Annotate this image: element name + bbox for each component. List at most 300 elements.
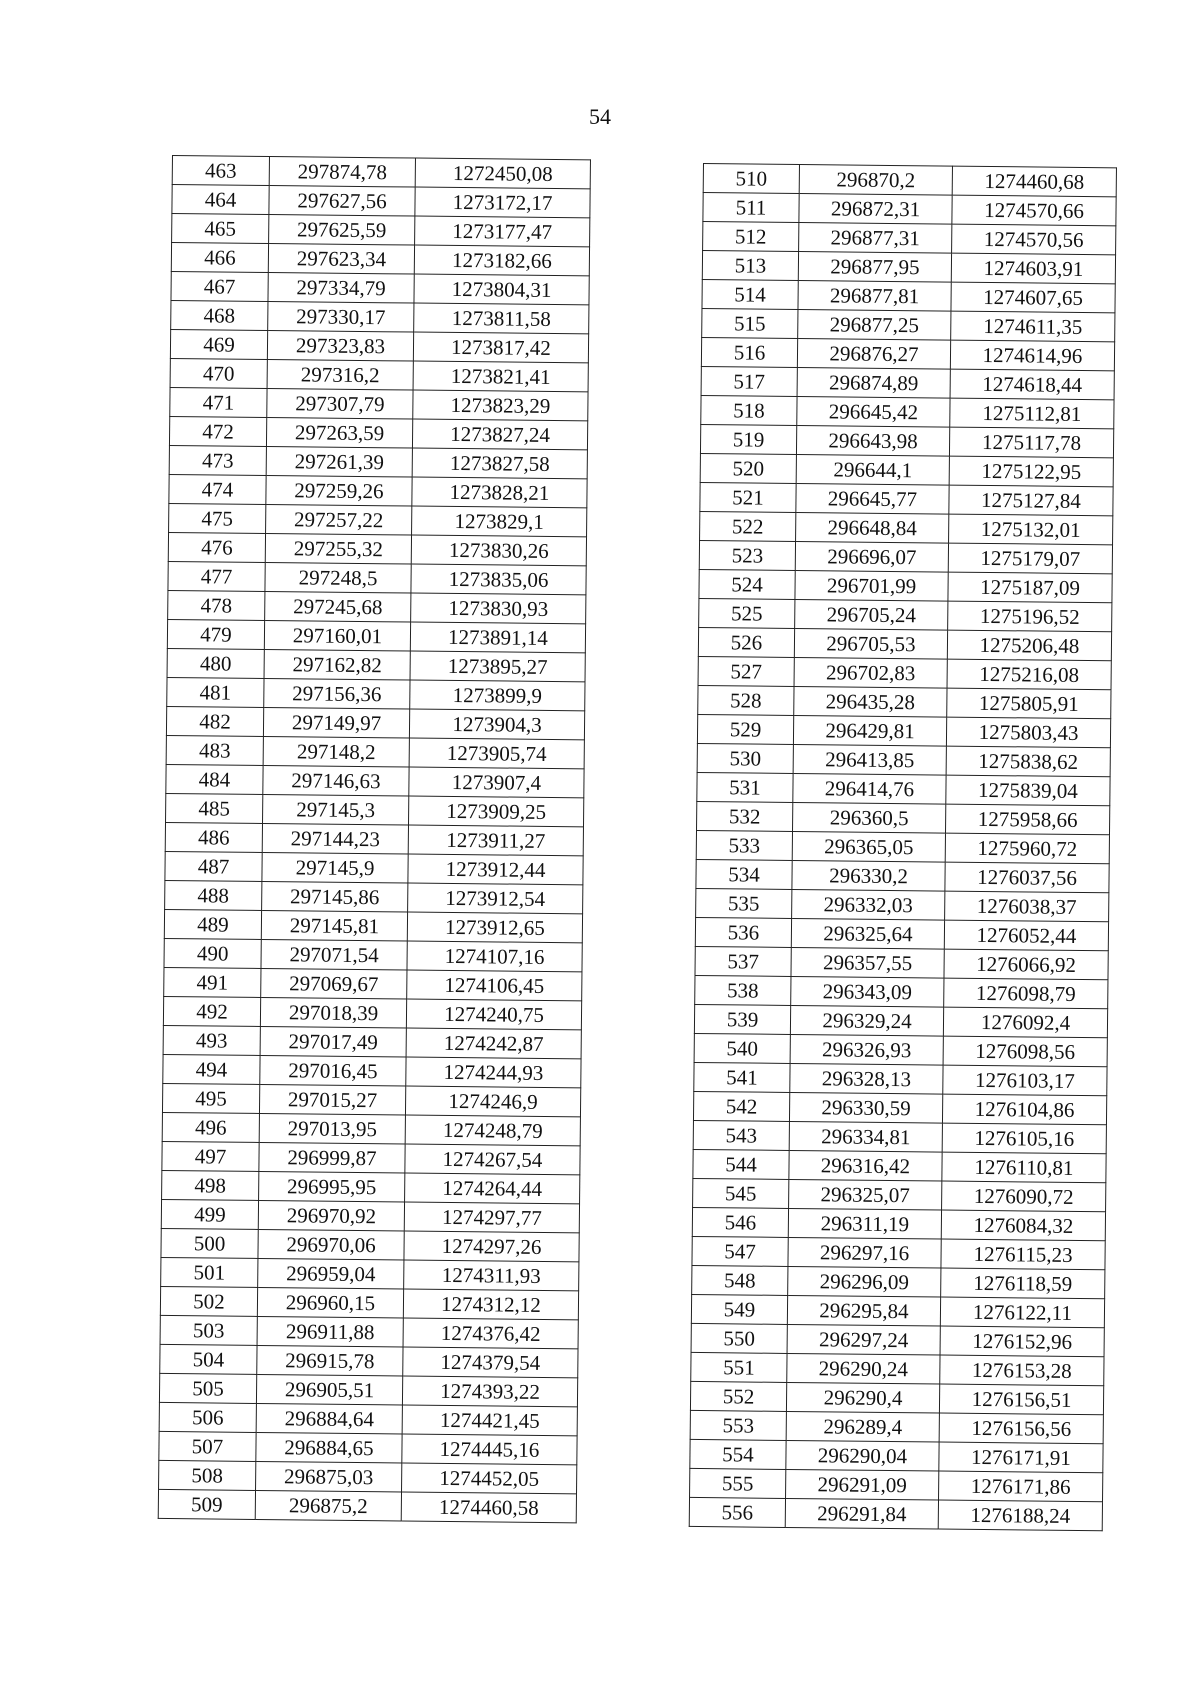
table-row (162, 1170, 580, 1203)
point-number-cell: 502 (160, 1286, 257, 1316)
y-coordinate-cell: 1276038,37 (945, 891, 1109, 922)
x-coordinate-cell: 296330,59 (789, 1092, 942, 1123)
y-coordinate-cell: 1273904,3 (409, 709, 584, 740)
x-coordinate-cell: 297334,79 (268, 273, 414, 304)
point-number-cell: 475 (169, 503, 266, 533)
table-row (697, 743, 1110, 776)
table-row (169, 445, 587, 478)
table-row (690, 1439, 1103, 1472)
point-number-cell: 510 (703, 164, 799, 194)
y-coordinate-cell: 1276052,44 (944, 920, 1108, 951)
x-coordinate-cell: 296644,1 (796, 454, 949, 485)
y-coordinate-cell: 1273172,17 (415, 187, 590, 218)
point-number-cell: 543 (693, 1120, 789, 1150)
table-row (160, 1315, 578, 1348)
table-row (160, 1344, 578, 1377)
y-coordinate-cell: 1274445,16 (402, 1434, 577, 1465)
x-coordinate-cell: 296435,28 (794, 686, 947, 717)
point-number-cell: 515 (702, 308, 798, 338)
x-coordinate-cell: 297625,59 (269, 215, 415, 246)
point-number-cell: 519 (700, 424, 796, 454)
x-coordinate-cell: 297148,2 (263, 736, 409, 767)
coordinates-table-right (689, 163, 1117, 1531)
table-row (163, 1054, 581, 1087)
x-coordinate-cell: 297071,54 (261, 939, 407, 970)
point-number-cell: 463 (172, 156, 269, 186)
point-number-cell: 556 (689, 1497, 785, 1527)
table-row (693, 1149, 1106, 1182)
x-coordinate-cell: 296875,03 (256, 1461, 402, 1492)
point-number-cell: 528 (698, 685, 794, 715)
point-number-cell: 541 (694, 1062, 790, 1092)
table-row (170, 329, 588, 362)
x-coordinate-cell: 296705,24 (795, 599, 948, 630)
coordinates-table-right-body (689, 164, 1116, 1531)
x-coordinate-cell: 296334,81 (789, 1121, 942, 1152)
table-row (170, 387, 588, 420)
y-coordinate-cell: 1273912,44 (408, 854, 583, 885)
point-number-cell: 521 (700, 482, 796, 512)
point-number-cell: 488 (165, 880, 262, 910)
x-coordinate-cell: 296325,64 (791, 918, 944, 949)
table-row (169, 503, 587, 536)
x-coordinate-cell: 297323,83 (267, 331, 413, 362)
x-coordinate-cell: 297307,79 (267, 389, 413, 420)
point-number-cell: 545 (693, 1178, 789, 1208)
y-coordinate-cell: 1273911,27 (408, 825, 583, 856)
point-number-cell: 548 (692, 1265, 788, 1295)
table-row (694, 1033, 1107, 1066)
x-coordinate-cell: 296872,31 (799, 194, 952, 225)
y-coordinate-cell: 1273899,9 (410, 680, 585, 711)
point-number-cell: 532 (697, 801, 793, 831)
table-row (700, 424, 1113, 457)
y-coordinate-cell: 1276092,4 (943, 1007, 1107, 1038)
table-row (169, 416, 587, 449)
table-row (695, 975, 1108, 1008)
x-coordinate-cell: 297255,32 (265, 534, 411, 565)
point-number-cell: 470 (170, 358, 267, 388)
table-row (165, 851, 583, 884)
x-coordinate-cell: 297248,5 (265, 562, 411, 593)
x-coordinate-cell: 297149,97 (263, 707, 409, 738)
x-coordinate-cell: 296877,25 (798, 310, 951, 341)
y-coordinate-cell: 1276118,59 (941, 1268, 1105, 1299)
y-coordinate-cell: 1276171,86 (939, 1471, 1103, 1502)
point-number-cell: 518 (701, 395, 797, 425)
x-coordinate-cell: 296316,42 (789, 1150, 942, 1181)
y-coordinate-cell: 1275960,72 (945, 833, 1109, 864)
point-number-cell: 482 (166, 706, 263, 736)
point-number-cell: 468 (171, 300, 268, 330)
y-coordinate-cell: 1274264,44 (405, 1173, 580, 1204)
y-coordinate-cell: 1273182,66 (414, 245, 589, 276)
y-coordinate-cell: 1275112,81 (950, 398, 1114, 429)
point-number-cell: 495 (162, 1083, 259, 1113)
table-row (170, 358, 588, 391)
x-coordinate-cell: 296959,04 (258, 1258, 404, 1289)
point-number-cell: 497 (162, 1141, 259, 1171)
table-row (163, 1025, 581, 1058)
point-number-cell: 499 (161, 1199, 258, 1229)
point-number-cell: 465 (172, 214, 269, 244)
table-row (695, 917, 1108, 950)
x-coordinate-cell: 296911,88 (257, 1316, 403, 1347)
point-number-cell: 542 (693, 1091, 789, 1121)
y-coordinate-cell: 1274244,93 (406, 1057, 581, 1088)
point-number-cell: 481 (167, 677, 264, 707)
y-coordinate-cell: 1273891,14 (410, 622, 585, 653)
point-number-cell: 516 (701, 337, 797, 367)
y-coordinate-cell: 1274106,45 (407, 970, 582, 1001)
table-row (166, 764, 584, 797)
y-coordinate-cell: 1276098,56 (943, 1036, 1107, 1067)
table-row (158, 1489, 576, 1522)
x-coordinate-cell: 297145,81 (261, 910, 407, 941)
y-coordinate-cell: 1276153,28 (940, 1355, 1104, 1386)
page-number: 54 (589, 104, 611, 129)
table-row (694, 1004, 1107, 1037)
table-row (702, 251, 1115, 284)
y-coordinate-cell: 1273821,41 (413, 361, 588, 392)
y-coordinate-cell: 1273830,93 (411, 593, 586, 624)
point-number-cell: 492 (163, 996, 260, 1026)
x-coordinate-cell: 296311,19 (788, 1208, 941, 1239)
x-coordinate-cell: 296357,55 (791, 947, 944, 978)
y-coordinate-cell: 1275206,48 (947, 630, 1111, 661)
table-row (167, 677, 585, 710)
y-coordinate-cell: 1273827,58 (412, 448, 587, 479)
y-coordinate-cell: 1273895,27 (410, 651, 585, 682)
point-number-cell: 506 (159, 1402, 256, 1432)
table-row (159, 1431, 577, 1464)
x-coordinate-cell: 296332,03 (792, 889, 945, 920)
x-coordinate-cell: 296705,53 (794, 628, 947, 659)
point-number-cell: 530 (697, 743, 793, 773)
y-coordinate-cell: 1276188,24 (938, 1500, 1102, 1531)
x-coordinate-cell: 296884,65 (256, 1432, 402, 1463)
y-coordinate-cell: 1273804,31 (414, 274, 589, 305)
y-coordinate-cell: 1273909,25 (408, 796, 583, 827)
point-number-cell: 537 (695, 946, 791, 976)
point-number-cell: 507 (159, 1431, 256, 1461)
point-number-cell: 479 (167, 619, 264, 649)
table-row (698, 685, 1111, 718)
y-coordinate-cell: 1274611,35 (951, 311, 1115, 342)
x-coordinate-cell: 297146,63 (263, 765, 409, 796)
point-number-cell: 523 (699, 540, 795, 570)
table-row (690, 1410, 1103, 1443)
y-coordinate-cell: 1274311,93 (404, 1260, 579, 1291)
table-row (689, 1497, 1102, 1530)
table-row (691, 1352, 1104, 1385)
y-coordinate-cell: 1274603,91 (951, 253, 1115, 284)
table-row (169, 474, 587, 507)
x-coordinate-cell: 297261,39 (266, 447, 412, 478)
y-coordinate-cell: 1274376,42 (403, 1318, 578, 1349)
x-coordinate-cell: 297144,23 (262, 823, 408, 854)
point-number-cell: 464 (172, 185, 269, 215)
x-coordinate-cell: 296330,2 (792, 860, 945, 891)
point-number-cell: 547 (692, 1236, 788, 1266)
table-row (699, 540, 1112, 573)
y-coordinate-cell: 1276115,23 (941, 1239, 1105, 1270)
x-coordinate-cell: 297017,49 (260, 1026, 406, 1057)
y-coordinate-cell: 1274607,65 (951, 282, 1115, 313)
y-coordinate-cell: 1276156,56 (939, 1413, 1103, 1444)
x-coordinate-cell: 296297,24 (787, 1324, 940, 1355)
x-coordinate-cell: 296645,77 (796, 483, 949, 514)
x-coordinate-cell: 296696,07 (795, 541, 948, 572)
y-coordinate-cell: 1274246,9 (405, 1086, 580, 1117)
y-coordinate-cell: 1275958,66 (945, 804, 1109, 835)
point-number-cell: 514 (702, 279, 798, 309)
table-row (162, 1141, 580, 1174)
table-row (699, 569, 1112, 602)
table-row (700, 482, 1113, 515)
point-number-cell: 534 (696, 859, 792, 889)
x-coordinate-cell: 296290,04 (786, 1440, 939, 1471)
point-number-cell: 490 (164, 938, 261, 968)
point-number-cell: 473 (169, 445, 266, 475)
y-coordinate-cell: 1275187,09 (948, 572, 1112, 603)
table-row (698, 627, 1111, 660)
table-row (696, 888, 1109, 921)
point-number-cell: 480 (167, 648, 264, 678)
x-coordinate-cell: 296289,4 (786, 1411, 939, 1442)
x-coordinate-cell: 296295,84 (787, 1295, 940, 1326)
x-coordinate-cell: 296648,84 (796, 512, 949, 543)
point-number-cell: 500 (161, 1228, 258, 1258)
point-number-cell: 555 (690, 1468, 786, 1498)
point-number-cell: 538 (695, 975, 791, 1005)
y-coordinate-cell: 1273912,54 (408, 883, 583, 914)
x-coordinate-cell: 297015,27 (259, 1084, 405, 1115)
table-row (696, 859, 1109, 892)
y-coordinate-cell: 1273828,21 (412, 477, 587, 508)
table-row (697, 801, 1110, 834)
x-coordinate-cell: 297162,82 (264, 649, 410, 680)
y-coordinate-cell: 1276104,86 (942, 1094, 1106, 1125)
x-coordinate-cell: 296365,05 (792, 831, 945, 862)
y-coordinate-cell: 1275839,04 (946, 775, 1110, 806)
x-coordinate-cell: 296290,4 (786, 1382, 939, 1413)
x-coordinate-cell: 296915,78 (257, 1345, 403, 1376)
point-number-cell: 549 (691, 1294, 787, 1324)
coordinates-table-left-body (158, 156, 590, 1523)
point-number-cell: 496 (162, 1112, 259, 1142)
x-coordinate-cell: 296875,2 (255, 1490, 401, 1521)
table-row (701, 395, 1114, 428)
point-number-cell: 524 (699, 569, 795, 599)
table-row (171, 243, 589, 276)
y-coordinate-cell: 1276152,96 (940, 1326, 1104, 1357)
x-coordinate-cell: 297245,68 (265, 591, 411, 622)
y-coordinate-cell: 1276171,91 (939, 1442, 1103, 1473)
x-coordinate-cell: 297156,36 (264, 678, 410, 709)
y-coordinate-cell: 1274452,05 (402, 1463, 577, 1494)
table-row (161, 1257, 579, 1290)
table-row (168, 532, 586, 565)
table-row (693, 1091, 1106, 1124)
y-coordinate-cell: 1276090,72 (942, 1181, 1106, 1212)
point-number-cell: 483 (166, 735, 263, 765)
x-coordinate-cell: 297257,22 (266, 505, 412, 536)
y-coordinate-cell: 1274614,96 (950, 340, 1114, 371)
x-coordinate-cell: 296645,42 (797, 396, 950, 427)
point-number-cell: 487 (165, 851, 262, 881)
point-number-cell: 476 (168, 532, 265, 562)
y-coordinate-cell: 1274312,12 (403, 1289, 578, 1320)
x-coordinate-cell: 297623,34 (268, 244, 414, 275)
x-coordinate-cell: 297145,3 (263, 794, 409, 825)
point-number-cell: 501 (161, 1257, 258, 1287)
table-row (159, 1460, 577, 1493)
y-coordinate-cell: 1275117,78 (949, 427, 1113, 458)
x-coordinate-cell: 297018,39 (260, 997, 406, 1028)
point-number-cell: 485 (166, 793, 263, 823)
table-row (696, 830, 1109, 863)
table-row (165, 822, 583, 855)
y-coordinate-cell: 1274379,54 (403, 1347, 578, 1378)
x-coordinate-cell: 296702,83 (794, 657, 947, 688)
y-coordinate-cell: 1273835,06 (411, 564, 586, 595)
table-row (692, 1207, 1105, 1240)
x-coordinate-cell: 296960,15 (257, 1287, 403, 1318)
x-coordinate-cell: 296343,09 (791, 976, 944, 1007)
y-coordinate-cell: 1274107,16 (407, 941, 582, 972)
table-row (692, 1265, 1105, 1298)
table-row (693, 1120, 1106, 1153)
table-row (162, 1112, 580, 1145)
point-number-cell: 469 (170, 329, 267, 359)
x-coordinate-cell: 296995,95 (259, 1171, 405, 1202)
y-coordinate-cell: 1276103,17 (943, 1065, 1107, 1096)
y-coordinate-cell: 1273829,1 (412, 506, 587, 537)
y-coordinate-cell: 1274297,77 (404, 1202, 579, 1233)
point-number-cell: 491 (164, 967, 261, 997)
point-number-cell: 531 (697, 772, 793, 802)
point-number-cell: 511 (703, 193, 799, 223)
x-coordinate-cell: 296877,95 (798, 252, 951, 283)
table-row (692, 1236, 1105, 1269)
point-number-cell: 525 (699, 598, 795, 628)
table-row (701, 337, 1114, 370)
point-number-cell: 467 (171, 271, 268, 301)
point-number-cell: 512 (703, 222, 799, 252)
x-coordinate-cell: 296360,5 (793, 802, 946, 833)
x-coordinate-cell: 296291,84 (785, 1498, 938, 1529)
point-number-cell: 544 (693, 1149, 789, 1179)
x-coordinate-cell: 296290,24 (787, 1353, 940, 1384)
x-coordinate-cell: 296429,81 (793, 715, 946, 746)
table-row (698, 656, 1111, 689)
table-row (159, 1373, 577, 1406)
point-number-cell: 522 (700, 511, 796, 541)
table-row (703, 193, 1116, 226)
point-number-cell: 504 (160, 1344, 257, 1374)
point-number-cell: 478 (168, 590, 265, 620)
x-coordinate-cell: 297259,26 (266, 476, 412, 507)
point-number-cell: 529 (697, 714, 793, 744)
point-number-cell: 494 (163, 1054, 260, 1084)
table-row (171, 300, 589, 333)
x-coordinate-cell: 296326,93 (790, 1034, 943, 1065)
table-row (167, 619, 585, 652)
point-number-cell: 489 (164, 909, 261, 939)
table-row (702, 279, 1115, 312)
x-coordinate-cell: 296870,2 (799, 165, 952, 196)
y-coordinate-cell: 1275132,01 (949, 514, 1113, 545)
x-coordinate-cell: 296414,76 (793, 773, 946, 804)
y-coordinate-cell: 1273830,26 (411, 535, 586, 566)
x-coordinate-cell: 296970,92 (258, 1200, 404, 1231)
x-coordinate-cell: 296999,87 (259, 1142, 405, 1173)
y-coordinate-cell: 1273177,47 (415, 216, 590, 247)
y-coordinate-cell: 1275122,95 (949, 456, 1113, 487)
table-row (161, 1199, 579, 1232)
table-row (166, 706, 584, 739)
y-coordinate-cell: 1275838,62 (946, 746, 1110, 777)
point-number-cell: 466 (171, 243, 268, 273)
x-coordinate-cell: 296328,13 (790, 1063, 943, 1094)
table-row (165, 880, 583, 913)
x-coordinate-cell: 297145,86 (262, 881, 408, 912)
x-coordinate-cell: 296325,07 (789, 1179, 942, 1210)
table-row (694, 1062, 1107, 1095)
table-row (171, 271, 589, 304)
y-coordinate-cell: 1273907,4 (409, 767, 584, 798)
point-number-cell: 493 (163, 1025, 260, 1055)
x-coordinate-cell: 297160,01 (264, 620, 410, 651)
table-row (161, 1228, 579, 1261)
x-coordinate-cell: 296876,27 (797, 339, 950, 370)
y-coordinate-cell: 1276066,92 (944, 949, 1108, 980)
x-coordinate-cell: 296905,51 (256, 1374, 402, 1405)
y-coordinate-cell: 1274297,26 (404, 1231, 579, 1262)
point-number-cell: 550 (691, 1323, 787, 1353)
y-coordinate-cell: 1274248,79 (405, 1115, 580, 1146)
table-row (160, 1286, 578, 1319)
y-coordinate-cell: 1276037,56 (945, 862, 1109, 893)
point-number-cell: 471 (170, 387, 267, 417)
y-coordinate-cell: 1273827,24 (412, 419, 587, 450)
y-coordinate-cell: 1273905,74 (409, 738, 584, 769)
y-coordinate-cell: 1276098,79 (944, 978, 1108, 1009)
y-coordinate-cell: 1275805,91 (947, 688, 1111, 719)
x-coordinate-cell: 297069,67 (261, 968, 407, 999)
table-row (702, 308, 1115, 341)
table-row (693, 1178, 1106, 1211)
point-number-cell: 520 (700, 453, 796, 483)
table-row (699, 598, 1112, 631)
x-coordinate-cell: 296296,09 (788, 1266, 941, 1297)
table-row (162, 1083, 580, 1116)
point-number-cell: 477 (168, 561, 265, 591)
x-coordinate-cell: 296413,85 (793, 744, 946, 775)
y-coordinate-cell: 1274570,56 (952, 224, 1116, 255)
x-coordinate-cell: 296329,24 (790, 1005, 943, 1036)
point-number-cell: 472 (169, 416, 266, 446)
y-coordinate-cell: 1274393,22 (402, 1376, 577, 1407)
table-row (172, 185, 590, 218)
y-coordinate-cell: 1276156,51 (939, 1384, 1103, 1415)
table-row (690, 1468, 1103, 1501)
table-row (168, 590, 586, 623)
table-row (700, 511, 1113, 544)
x-coordinate-cell: 296874,89 (797, 367, 950, 398)
point-number-cell: 546 (692, 1207, 788, 1237)
